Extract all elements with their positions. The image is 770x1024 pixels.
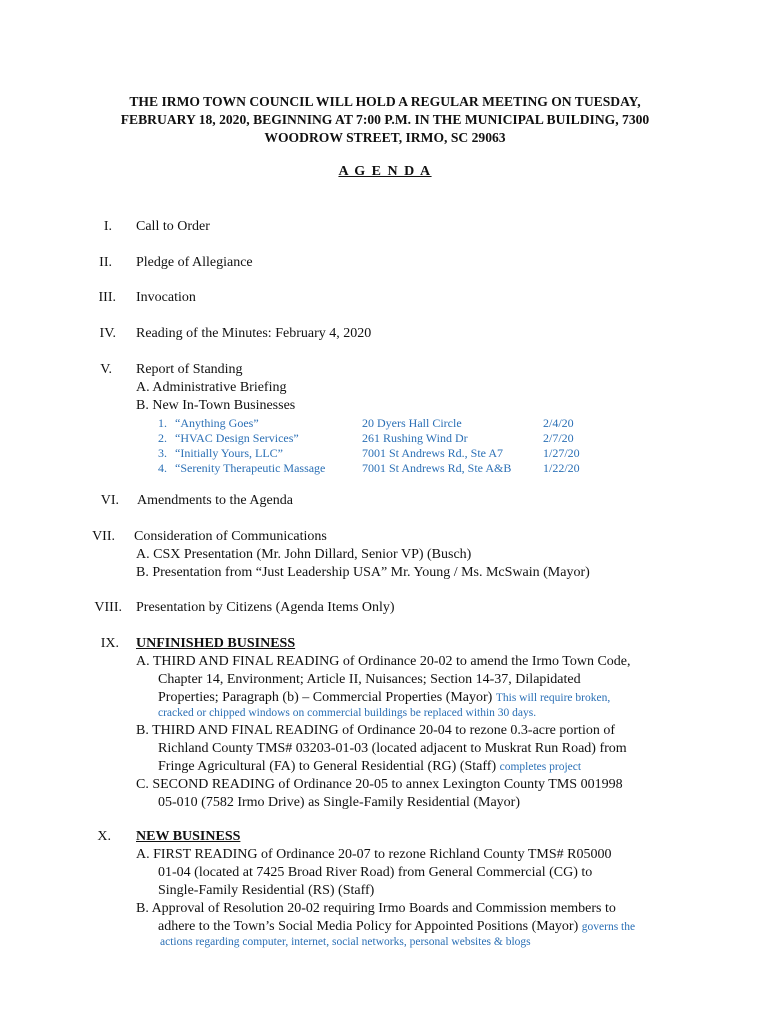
item-citizens: Presentation by Citizens (Agenda Items Only) [136, 600, 395, 615]
item-invocation: Invocation [136, 290, 196, 305]
section-unfinished-business: UNFINISHED BUSINESS [136, 636, 296, 651]
item-report-of-standing: Report of Standing [136, 362, 243, 377]
x-a-line-1: A. FIRST READING of Ordinance 20-07 to rezone Richland County TMS# R05000 [136, 847, 612, 862]
item-reading-minutes: Reading of the Minutes: February 4, 2020 [136, 326, 372, 341]
ix-a-line-1: A. THIRD AND FINAL READING of Ordinance 20-02 to amend the Irmo Town Code, [136, 654, 631, 669]
subitem-just-leadership: B. Presentation from “Just Leadership USA” Mr. Young / Ms. McSwain (Mayor) [136, 565, 590, 580]
ix-a-note-2: cracked or chipped windows on commercial buildings be replaced within 30 days. [158, 707, 537, 719]
business-name: “Initially Yours, LLC” [175, 446, 283, 460]
item-number-viii: VIII. [94, 600, 122, 615]
subitem-administrative-briefing: A. Administrative Briefing [136, 380, 287, 395]
business-date: 1/22/20 [543, 461, 580, 475]
item-call-to-order: Call to Order [136, 219, 210, 234]
item-number-ix: IX. [100, 636, 119, 651]
ix-c-line-2: 05-010 (7582 Irmo Drive) as Single-Family Residential (Mayor) [158, 795, 520, 810]
item-number-iv: IV. [99, 326, 116, 341]
section-new-business: NEW BUSINESS [136, 829, 241, 844]
header-line-3: WOODROW STREET, IRMO, SC 29063 [264, 130, 506, 145]
ix-b-note: completes project [499, 761, 582, 773]
item-communications: Consideration of Communications [134, 529, 327, 544]
ix-b-line-1: B. THIRD AND FINAL READING of Ordinance 20-04 to rezone 0.3-acre portion of [136, 723, 616, 738]
business-name: “Serenity Therapeutic Massage [175, 461, 326, 475]
business-address: 7001 St Andrews Rd, Ste A&B [362, 461, 512, 475]
business-date: 2/4/20 [543, 416, 574, 430]
ix-c-line-1: C. SECOND READING of Ordinance 20-05 to annex Lexington County TMS 001998 [136, 777, 623, 792]
item-number-vii: VII. [92, 529, 115, 544]
subitem-new-businesses: B. New In-Town Businesses [136, 398, 296, 413]
x-b-note: governs the [581, 921, 636, 933]
header-line-2: FEBRUARY 18, 2020, BEGINNING AT 7:00 P.M. IN THE MUNICIPAL BUILDING, 7300 [120, 112, 650, 127]
business-address: 261 Rushing Wind Dr [362, 431, 468, 445]
item-pledge: Pledge of Allegiance [136, 255, 253, 270]
business-name: “Anything Goes” [175, 416, 259, 430]
x-b-note-2: actions regarding computer, internet, social networks, personal websites & blogs [160, 936, 531, 948]
business-name: “HVAC Design Services” [175, 431, 299, 445]
x-a-line-2: 01-04 (located at 7425 Broad River Road) from General Commercial (CG) to [158, 865, 593, 880]
business-date: 2/7/20 [543, 431, 574, 445]
business-address: 7001 St Andrews Rd., Ste A7 [362, 446, 504, 460]
item-number-vi: VI. [100, 493, 119, 508]
ix-a-note: This will require broken, [495, 692, 611, 704]
agenda-title: A G E N D A [338, 164, 432, 179]
ix-a-line-3: Properties; Paragraph (b) – Commercial Properties (Mayor) This will require broken, [158, 690, 611, 705]
item-number-x: X. [97, 829, 111, 844]
x-a-line-3: Single-Family Residential (RS) (Staff) [158, 883, 375, 898]
item-number-iii: III. [98, 290, 116, 305]
item-number-ii: II. [99, 255, 112, 270]
header-line-1: THE IRMO TOWN COUNCIL WILL HOLD A REGULAR MEETING ON TUESDAY, [129, 94, 641, 109]
meeting-header [60, 93, 710, 147]
business-number: 1. [158, 416, 167, 430]
x-b-line-2: adhere to the Town’s Social Media Policy for Appointed Positions (Mayor) governs the [158, 919, 636, 934]
ix-a-line-2: Chapter 14, Environment; Article II, Nuisances; Section 14-37, Dilapidated [158, 672, 581, 687]
item-number-i: I. [103, 219, 112, 234]
x-b-line-1: B. Approval of Resolution 20-02 requiring Irmo Boards and Commission members to [136, 901, 616, 916]
item-amendments: Amendments to the Agenda [137, 493, 293, 508]
business-number: 2. [158, 431, 167, 445]
item-number-v: V. [100, 362, 112, 377]
business-date: 1/27/20 [543, 446, 580, 460]
ix-b-line-3: Fringe Agricultural (FA) to General Residential (RG) (Staff) completes project [158, 759, 582, 774]
business-number: 3. [158, 446, 167, 460]
subitem-csx-presentation: A. CSX Presentation (Mr. John Dillard, Senior VP) (Busch) [136, 547, 472, 562]
business-address: 20 Dyers Hall Circle [362, 416, 462, 430]
business-number: 4. [158, 461, 167, 475]
ix-b-line-2: Richland County TMS# 03203-01-03 (located adjacent to Muskrat Run Road) from [158, 741, 627, 756]
